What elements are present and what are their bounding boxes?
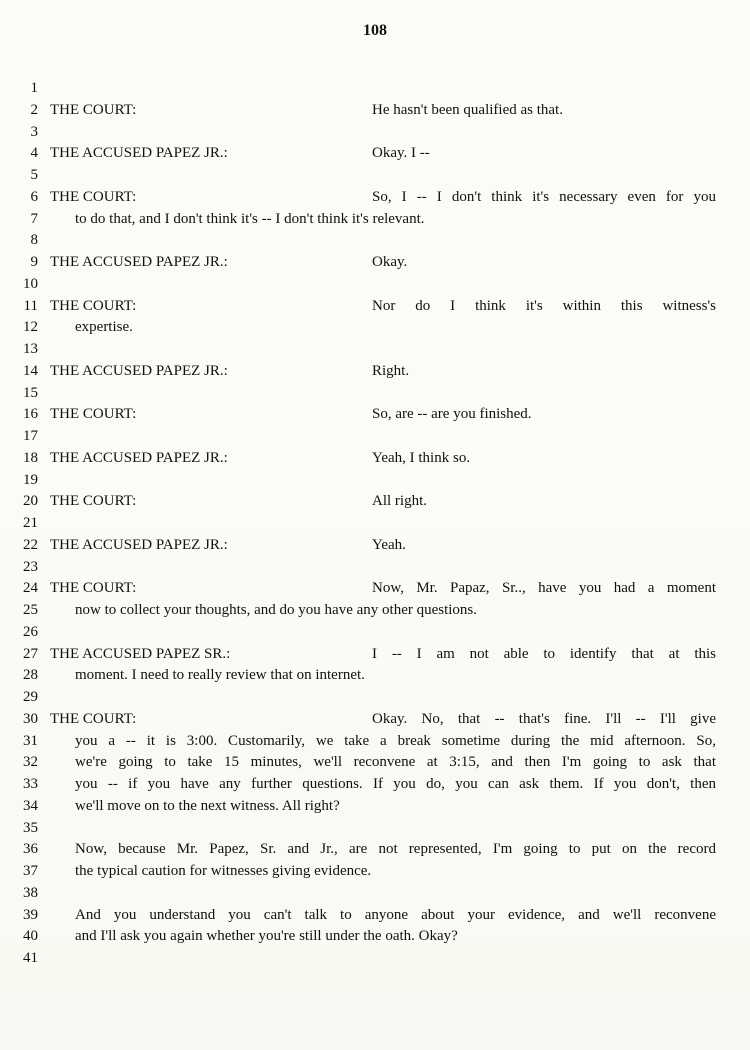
line-number: 16 (23, 406, 38, 423)
speech-continuation: now to collect your thoughts, and do you have any other questions. (75, 602, 478, 618)
transcript-line (0, 600, 750, 622)
transcript-line (0, 752, 750, 774)
speech-text: So, I -- I don't think it's necessary even for you (372, 188, 716, 205)
transcript-line (0, 274, 750, 296)
line-number: 39 (23, 906, 38, 923)
line-number: 18 (23, 449, 38, 466)
line-number: 11 (23, 297, 38, 314)
line-number: 25 (23, 602, 38, 618)
line-number: 9 (30, 254, 38, 270)
speaker-label: THE COURT: (50, 580, 137, 597)
transcript-line (0, 317, 750, 339)
speaker-label: THE ACCUSED PAPEZ JR.: (50, 362, 228, 379)
speaker-label: THE COURT: (50, 101, 137, 118)
speech-text: Now, Mr. Papaz, Sr.., have you had a moment (372, 580, 716, 597)
line-number: 24 (23, 580, 38, 597)
line-number: 12 (23, 319, 38, 336)
transcript-line (0, 491, 750, 513)
speech-continuation: we'll move on to the next witness. All right? (75, 797, 340, 814)
transcript-line (0, 883, 750, 905)
line-number: 27 (23, 645, 38, 662)
line-number: 13 (23, 341, 38, 357)
speaker-label: THE ACCUSED PAPEZ JR.: (50, 254, 228, 270)
transcript-line (0, 470, 750, 492)
line-number: 38 (23, 884, 38, 901)
speaker-label: THE COURT: (50, 493, 137, 510)
transcript-line (0, 774, 750, 796)
speech-text: He hasn't been qualified as that. (372, 101, 563, 118)
speaker-label: THE COURT: (50, 406, 137, 423)
line-number: 17 (23, 428, 38, 444)
transcript-line (0, 861, 750, 883)
speaker-label: THE ACCUSED PAPEZ JR.: (50, 449, 228, 466)
transcript-line (0, 557, 750, 579)
transcript-line (0, 230, 750, 252)
line-number: 36 (23, 841, 38, 858)
line-number: 15 (23, 384, 38, 401)
line-number: 35 (23, 819, 38, 836)
transcript-line (0, 383, 750, 405)
speech-text: Nor do I think it's within this witness's (372, 297, 716, 314)
line-number: 1 (30, 80, 38, 96)
speech-continuation: moment. I need to really review that on internet. (75, 667, 365, 684)
line-number: 14 (23, 362, 38, 379)
speech-text: Yeah, I think so. (372, 449, 471, 466)
line-number: 6 (30, 188, 38, 205)
line-number: 2 (30, 101, 38, 118)
line-number: 3 (30, 123, 38, 140)
line-number: 21 (23, 515, 38, 531)
transcript-line (0, 122, 750, 144)
speaker-label: THE COURT: (50, 710, 137, 727)
transcript-line (0, 252, 750, 274)
line-number: 37 (23, 863, 38, 879)
line-number: 26 (23, 623, 38, 640)
speech-continuation: you -- if you have any further questions. If you do, you can ask them. If you don't, then (75, 776, 716, 792)
transcript-line (0, 100, 750, 122)
line-number: 4 (30, 145, 38, 162)
line-number: 31 (23, 732, 38, 749)
speaker-label: THE ACCUSED PAPEZ SR.: (50, 645, 231, 662)
speech-continuation: And you understand you can't talk to anyone about your evidence, and we'll reconvene (75, 906, 716, 923)
transcript-line (0, 361, 750, 383)
speech-text: Okay. (372, 254, 408, 270)
speech-text: I -- I am not able to identify that at this (372, 645, 716, 662)
transcript-body (0, 78, 750, 970)
speaker-label: THE ACCUSED PAPEZ JR.: (50, 536, 228, 553)
transcript-line (0, 622, 750, 644)
transcript-line (0, 513, 750, 535)
line-number: 30 (23, 710, 38, 727)
transcript-line (0, 905, 750, 927)
speech-text: All right. (372, 493, 427, 510)
speech-continuation: the typical caution for witnesses giving evidence. (75, 863, 372, 879)
line-number: 41 (23, 950, 38, 966)
transcript-line (0, 644, 750, 666)
line-number: 23 (23, 558, 38, 575)
transcript-line (0, 209, 750, 231)
speech-continuation: we're going to take 15 minutes, we'll reconvene at 3:15, and then I'm going to ask that (75, 754, 716, 771)
line-number: 19 (23, 471, 38, 488)
transcript-line (0, 404, 750, 426)
transcript-line (0, 78, 750, 100)
transcript-line (0, 709, 750, 731)
transcript-line (0, 143, 750, 165)
line-number: 10 (23, 275, 38, 292)
transcript-line (0, 578, 750, 600)
line-number: 34 (23, 797, 38, 814)
speech-continuation: to do that, and I don't think it's -- I don't think it's relevant. (75, 210, 425, 227)
speaker-label: THE COURT: (50, 297, 137, 314)
transcript-line (0, 796, 750, 818)
transcript-line (0, 687, 750, 709)
speech-text: So, are -- are you finished. (372, 406, 532, 423)
line-number: 40 (23, 928, 38, 945)
transcript-line (0, 448, 750, 470)
transcript-line (0, 665, 750, 687)
speaker-label: THE ACCUSED PAPEZ JR.: (50, 145, 228, 162)
transcript-line (0, 426, 750, 448)
line-number: 5 (30, 167, 38, 183)
speech-text: Okay. No, that -- that's fine. I'll -- I'll give (372, 710, 716, 727)
transcript-line (0, 296, 750, 318)
transcript-line (0, 839, 750, 861)
speech-text: Yeah. (372, 536, 406, 553)
line-number: 20 (23, 493, 38, 510)
transcript-line (0, 818, 750, 840)
speech-continuation: you a -- it is 3:00. Customarily, we take a break sometime during the mid afternoon. So, (75, 732, 716, 749)
transcript-line (0, 165, 750, 187)
line-number: 33 (23, 776, 38, 792)
transcript-line (0, 926, 750, 948)
transcript-line (0, 187, 750, 209)
line-number: 28 (23, 667, 38, 684)
speech-text: Okay. I -- (372, 145, 430, 162)
line-number: 22 (23, 536, 38, 553)
speech-continuation: expertise. (75, 319, 133, 336)
speaker-label: THE COURT: (50, 188, 137, 205)
transcript-line (0, 339, 750, 361)
line-number: 29 (23, 689, 38, 705)
speech-text: Right. (372, 362, 410, 379)
transcript-line (0, 948, 750, 970)
speech-continuation: and I'll ask you again whether you're still under the oath. Okay? (75, 928, 458, 945)
line-number: 32 (23, 754, 38, 771)
line-number: 7 (30, 210, 38, 227)
page-number: 108 (363, 22, 387, 39)
speech-continuation: Now, because Mr. Papez, Sr. and Jr., are not represented, I'm going to put on the record (75, 841, 716, 858)
transcript-line (0, 731, 750, 753)
line-number: 8 (30, 232, 38, 249)
transcript-line (0, 535, 750, 557)
